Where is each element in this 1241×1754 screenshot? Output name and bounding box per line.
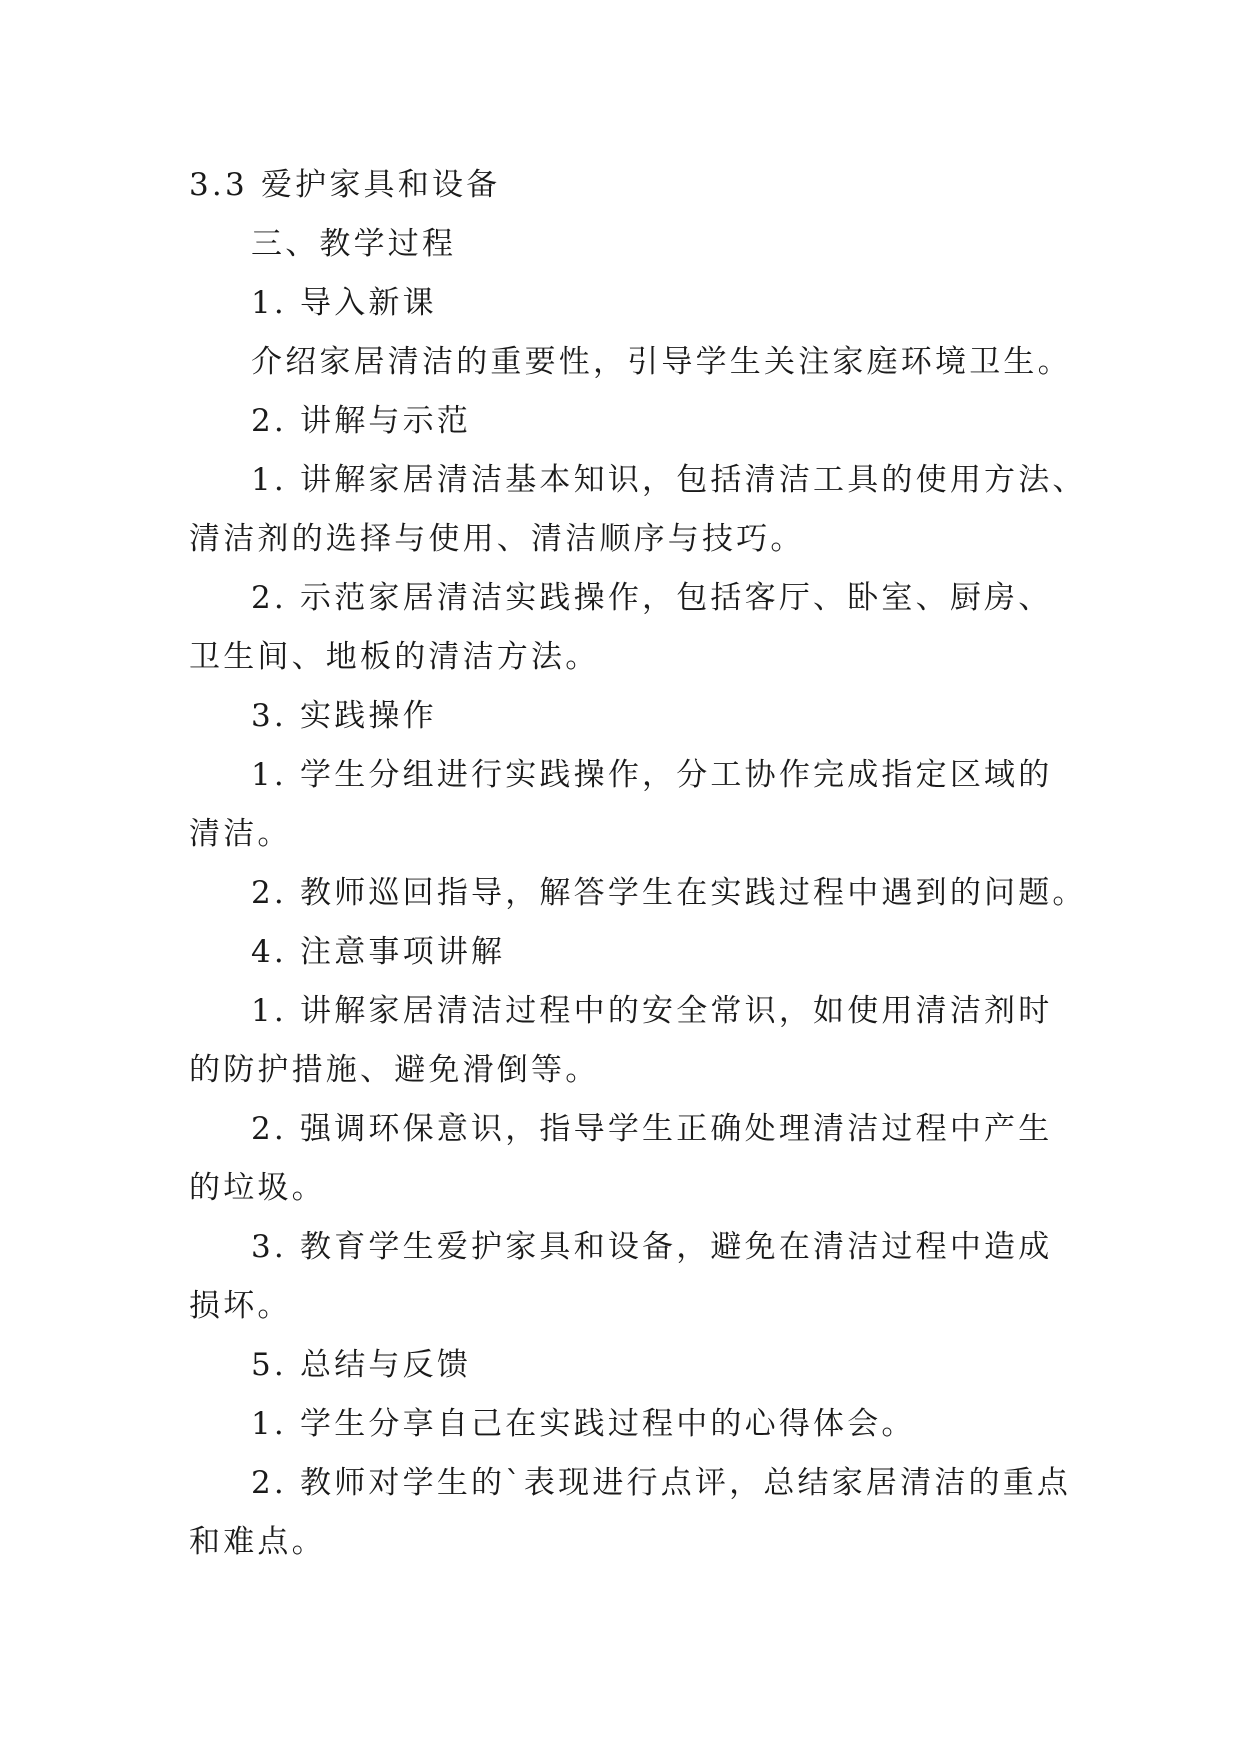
paragraph-line: 3. 教育学生爱护家具和设备，避免在清洁过程中造成: [251, 1229, 1053, 1265]
paragraph-line: 1. 学生分组进行实践操作，分工协作完成指定区域的: [251, 757, 1053, 793]
paragraph-line: 1. 讲解家居清洁过程中的安全常识，如使用清洁剂时: [251, 993, 1053, 1029]
paragraph-line: 1. 学生分享自己在实践过程中的心得体会。: [251, 1406, 916, 1442]
document-body: [189, 156, 1087, 1572]
paragraph-line: 2. 示范家居清洁实践操作，包括客厅、卧室、厨房、: [251, 580, 1053, 616]
paragraph-line: 的防护措施、避免滑倒等。: [189, 1052, 600, 1088]
paragraph-line: 和难点。: [189, 1524, 326, 1560]
paragraph-line: 1. 讲解家居清洁基本知识，包括清洁工具的使用方法、: [251, 462, 1087, 498]
paragraph-line: 清洁。: [189, 816, 292, 852]
paragraph-line: 清洁剂的选择与使用、清洁顺序与技巧。: [189, 521, 805, 557]
step-heading: 2. 讲解与示范: [251, 403, 472, 439]
paragraph-line: 2. 教师巡回指导，解答学生在实践过程中遇到的问题。: [251, 875, 1087, 911]
paragraph-line: 2. 教师对学生的`表现进行点评，总结家居清洁的重点: [251, 1465, 1072, 1501]
step-heading: 5. 总结与反馈: [251, 1347, 472, 1383]
step-heading: 1. 导入新课: [251, 285, 437, 321]
step-heading: 3. 实践操作: [251, 698, 437, 734]
chapter-heading: 三、教学过程: [251, 226, 457, 262]
paragraph-line: 2. 强调环保意识，指导学生正确处理清洁过程中产生: [251, 1111, 1053, 1147]
paragraph-line: 介绍家居清洁的重要性，引导学生关注家庭环境卫生。: [251, 344, 1072, 380]
paragraph-line: 卫生间、地板的清洁方法。: [189, 639, 600, 675]
paragraph-line: 的垃圾。: [189, 1170, 326, 1206]
step-heading: 4. 注意事项讲解: [251, 934, 506, 970]
section-heading: 3.3 爱护家具和设备: [189, 167, 501, 203]
paragraph-line: 损坏。: [189, 1288, 292, 1324]
